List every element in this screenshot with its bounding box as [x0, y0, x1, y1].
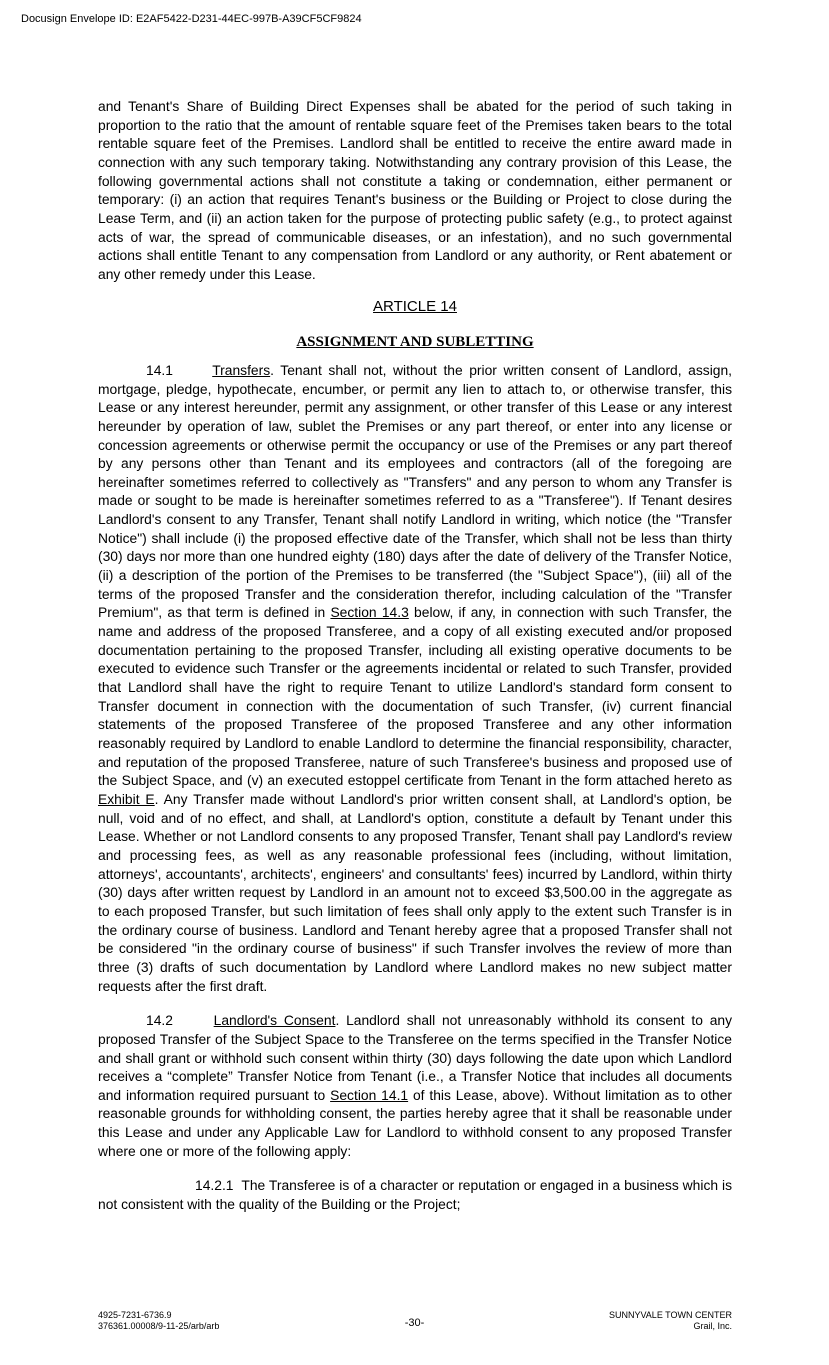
section-text: . Any Transfer made without Landlord's prior written consent shall, at Landlord's option, be null, void and of no effect, and shall, at Landlord's option, constitute a default by Tenant under this Lease. Whether or not Landlord consents to any proposed Transfer, Tenant shall pay Landlord's review and processing fees, as well as any reasonable professional fees (including, without limitation, attorneys', accountants', architects', engineers' and consultants' fees) incurred by Landlord, within thirty (30) days after written request by Landlord in an amount not to exceed $3,500.00 in the aggregate as to each proposed Transfer, but such limitation of fees shall only apply to the extent such Transfer is in the ordinary course of business. Landlord and Tenant hereby agree that a proposed Transfer shall not be considered "in the ordinary course of business" if such Transfer involves the review of more than three (3) drafts of such documentation by Landlord where Landlord makes no new subject matter requests after the first draft. [98, 790, 732, 994]
section-14-2-1 [98, 1176, 732, 1213]
footer-property: SUNNYVALE TOWN CENTER [608, 1310, 732, 1320]
intro-paragraph: and Tenant's Share of Building Direct Expenses shall be abated for the period of such taking in proportion to the ratio that the amount of rentable square feet of the Premises taken bears to the total rentable square feet of the Premises. Landlord shall be entitled to receive the entire award made in connection with any such temporary taking. Notwithstanding any contrary provision of this Lease, the following governmental actions shall not constitute a taking or condemnation, either permanent or temporary: (i) an action that requires Tenant's business or the Building or Project to close during the Lease Term, and (ii) an action taken for the purpose of protecting public safety (e.g., to protect against acts of war, the spread of communicable diseases, or an infestation), and no such governmental actions shall entitle Tenant to any compensation from Landlord or any authority, or Rent abatement or any other remedy under this Lease. [98, 98, 732, 282]
section-number: 14.2 [146, 1012, 173, 1029]
article-subtitle: ASSIGNMENT AND SUBLETTING [296, 334, 534, 351]
footer-right [609, 1310, 732, 1332]
section-14-2 [98, 1011, 732, 1160]
document-body [98, 97, 732, 1214]
section-text: of this Lease, above). Without limitation as to other reasonable grounds for withholding consent, the parties hereby agree that it shall be reasonable under this Lease and under any Applicable Law for Landlord to withhold consent to any proposed Transfer where one or more of the following apply: [98, 1086, 732, 1159]
footer-doc-number: 4925-7231-6736.9 [98, 1310, 172, 1320]
article-title: ARTICLE 14 [373, 297, 457, 315]
section-14-1 [98, 361, 732, 995]
section-text: . Tenant shall not, without the prior written consent of Landlord, assign, mortgage, pledge, hypothecate, encumber, or permit any lien to attach to, or otherwise transfer, this Lease or any interest hereunder, permit any assignment, or other transfer of this Lease or any interest hereunder by operation of law, sublet the Premises or any part thereof, or enter into any license or concession agreements or otherwise permit the occupancy or use of the Premises or any part thereof by any persons other than Tenant and its employees and contractors (all of the foregoing are hereinafter sometimes referred to collectively as "Transfers" and any person to whom any Transfer is made or sought to be made is hereinafter sometimes referred to as a "Transferee"). If Tenant desires Landlord's consent to any Transfer, Tenant shall notify Landlord in writing, which notice (the "Transfer Notice") shall include (i) the proposed effective date of the Transfer, which shall not be less than thirty (30) days nor more than one hundred eighty (180) days after the date of delivery of the Transfer Notice, (ii) a description of the portion of the Premises to be transferred (the "Subject Space"), (iii) all of the terms of the proposed Transfer and the consideration therefor, including calculation of the "Transfer Premium", as that term is defined in [98, 361, 733, 621]
page-number: -30- [404, 1317, 425, 1329]
section-text: . Landlord shall not unreasonably withhold its consent to any proposed Transfer of the Subject Space to the Transferee on the terms specified in the Transfer Notice and shall grant or withhold such consent within thirty (30) days following the date upon which Landlord receives a “complete” Transfer Notice from Tenant (i.e., a Transfer Notice that includes all documents and information required pursuant to [98, 1012, 733, 1103]
section-text: below, if any, in connection with such Transfer, the name and address of the proposed Transferee, and a copy of all existing executed and/or proposed documentation pertaining to the proposed Transfer, including all existing operative documents to be executed to evidence such Transfer or the agreements incidental or related to such Transfer, provided that Landlord shall have the right to require Tenant to utilize Landlord's standard form consent to Transfer document in connection with the documentation of such Transfer, (iv) current financial statements of the proposed Transferee of the proposed Transferee and any other information reasonably required by Landlord to enable Landlord to determine the financial responsibility, character, and reputation of the proposed Transferee, nature of such Transferee's business and proposed use of the Subject Space, and (v) an executed estoppel certificate from Tenant in the form attached hereto as [98, 604, 733, 789]
section-number: 14.1 [146, 361, 173, 378]
section-text: The Transferee is of a character or reputation or engaged in a business which is not consistent with the quality of the Building or the Project; [98, 1177, 732, 1213]
section-reference: Section 14.1 [330, 1086, 409, 1103]
section-heading: Landlord's Consent [213, 1012, 336, 1029]
section-heading: Transfers [212, 361, 271, 378]
docusign-envelope-id: Docusign Envelope ID: E2AF5422-D231-44EC-997B-A39CF5CF9824 [21, 13, 362, 25]
footer-file-ref: 376361.00008/9-11-25/arb/arb [98, 1321, 220, 1331]
footer-tenant: Grail, Inc. [693, 1321, 732, 1331]
section-reference: Section 14.3 [330, 604, 409, 621]
exhibit-reference: Exhibit E [98, 790, 155, 807]
section-number: 14.2.1 [195, 1177, 234, 1194]
